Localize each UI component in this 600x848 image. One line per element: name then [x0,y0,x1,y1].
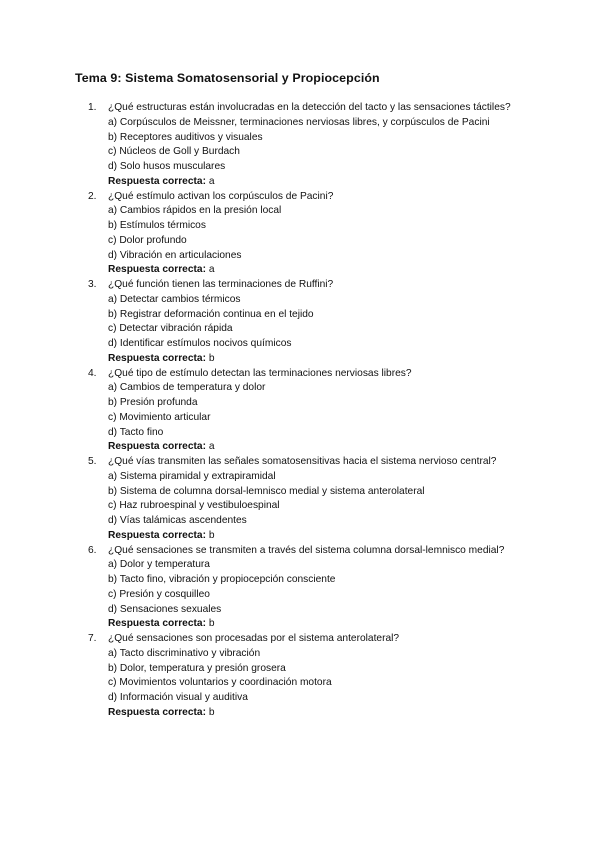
question-text: ¿Qué sensaciones se transmiten a través del sistema columna dorsal-lemnisco medial? [108,544,505,556]
correct-answer-label: Respuesta correcta: [108,529,206,541]
question-number: 5. [88,456,97,467]
correct-answer-value: a [208,175,215,187]
question-list [88,101,528,721]
correct-answer [108,529,528,544]
option-c: c) Haz rubroespinal y vestibuloespinal [108,500,280,512]
question-text: ¿Qué función tienen las terminaciones de Ruffini? [108,279,334,290]
option-b: b) Registrar deformación continua en el tejido [108,308,314,320]
question-text: ¿Qué estructuras están involucradas en la detección del tacto y las sensaciones táctiles? [108,102,511,113]
option-c: c) Núcleos de Goll y Burdach [108,146,240,158]
option-b: b) Dolor, temperatura y presión grosera [108,662,286,674]
question-text: ¿Qué tipo de estímulo detectan las terminaciones nerviosas libres? [108,367,412,379]
correct-answer-label: Respuesta correcta: [108,706,206,718]
correct-answer [108,175,528,190]
question-item [88,190,528,279]
page-title: Tema 9: Sistema Somatosensorial y Propiocepción [75,71,380,85]
option-d: d) Vías talámicas ascendentes [108,515,247,526]
option-d: d) Identificar estímulos nocivos químicos [108,338,292,349]
correct-answer-value: a [208,441,215,453]
question-text: ¿Qué estímulo activan los corpúsculos de Pacini? [108,190,334,202]
option-d: d) Información visual y auditiva [108,692,248,703]
option-a: a) Cambios de temperatura y dolor [108,382,266,394]
option-c: c) Movimientos voluntarios y coordinación motora [108,677,332,689]
correct-answer-value: b [208,706,215,718]
option-b: b) Presión profunda [108,397,198,408]
question-number: 1. [88,102,97,113]
option-b: b) Receptores auditivos y visuales [108,131,263,143]
question-number: 2. [88,190,97,202]
option-a: a) Corpúsculos de Meissner, terminaciones nerviosas libres, y corpúsculos de Pacini [108,116,490,128]
correct-answer-label: Respuesta correcta: [108,352,206,364]
correct-answer-value: b [208,529,215,541]
question-item [88,455,528,544]
option-d: d) Tacto fino [108,426,164,438]
question-text: ¿Qué sensaciones son procesadas por el sistema anterolateral? [108,633,400,644]
option-d: d) Vibración en articulaciones [108,249,242,261]
option-b: b) Tacto fino, vibración y propiocepción consciente [108,574,336,585]
correct-answer-value: a [208,264,215,276]
correct-answer [108,440,528,455]
option-c: c) Detectar vibración rápida [108,323,233,335]
question-item [88,278,528,367]
option-a: a) Sistema piramidal y extrapiramidal [108,470,276,482]
question-item [88,632,528,721]
question-item [88,367,528,456]
option-d: d) Solo husos musculares [108,161,226,172]
option-b: b) Estímulos térmicos [108,220,206,231]
correct-answer-label: Respuesta correcta: [108,264,206,276]
question-text: ¿Qué vías transmiten las señales somatosensitivas hacia el sistema nervioso central? [108,456,497,467]
option-a: a) Tacto discriminativo y vibración [108,647,261,659]
option-c: c) Presión y cosquilleo [108,588,210,600]
correct-answer [108,263,528,278]
option-a: a) Dolor y temperatura [108,559,210,571]
question-number: 3. [88,279,97,290]
correct-answer-value: b [208,618,215,630]
option-b: b) Sistema de columna dorsal-lemnisco medial y sistema anterolateral [108,485,425,497]
correct-answer-value: b [208,352,215,364]
question-item [88,544,528,633]
question-number: 7. [88,633,97,644]
correct-answer [108,352,528,367]
option-a: a) Cambios rápidos en la presión local [108,205,282,217]
question-number: 6. [88,544,97,556]
option-c: c) Movimiento articular [108,411,211,423]
option-c: c) Dolor profundo [108,234,187,246]
question-item [88,101,528,190]
correct-answer [108,617,528,632]
option-d: d) Sensaciones sexuales [108,603,222,615]
option-a: a) Detectar cambios térmicos [108,293,241,305]
question-number: 4. [88,367,97,379]
correct-answer-label: Respuesta correcta: [108,175,206,187]
correct-answer [108,706,528,721]
correct-answer-label: Respuesta correcta: [108,441,206,453]
correct-answer-label: Respuesta correcta: [108,618,206,630]
